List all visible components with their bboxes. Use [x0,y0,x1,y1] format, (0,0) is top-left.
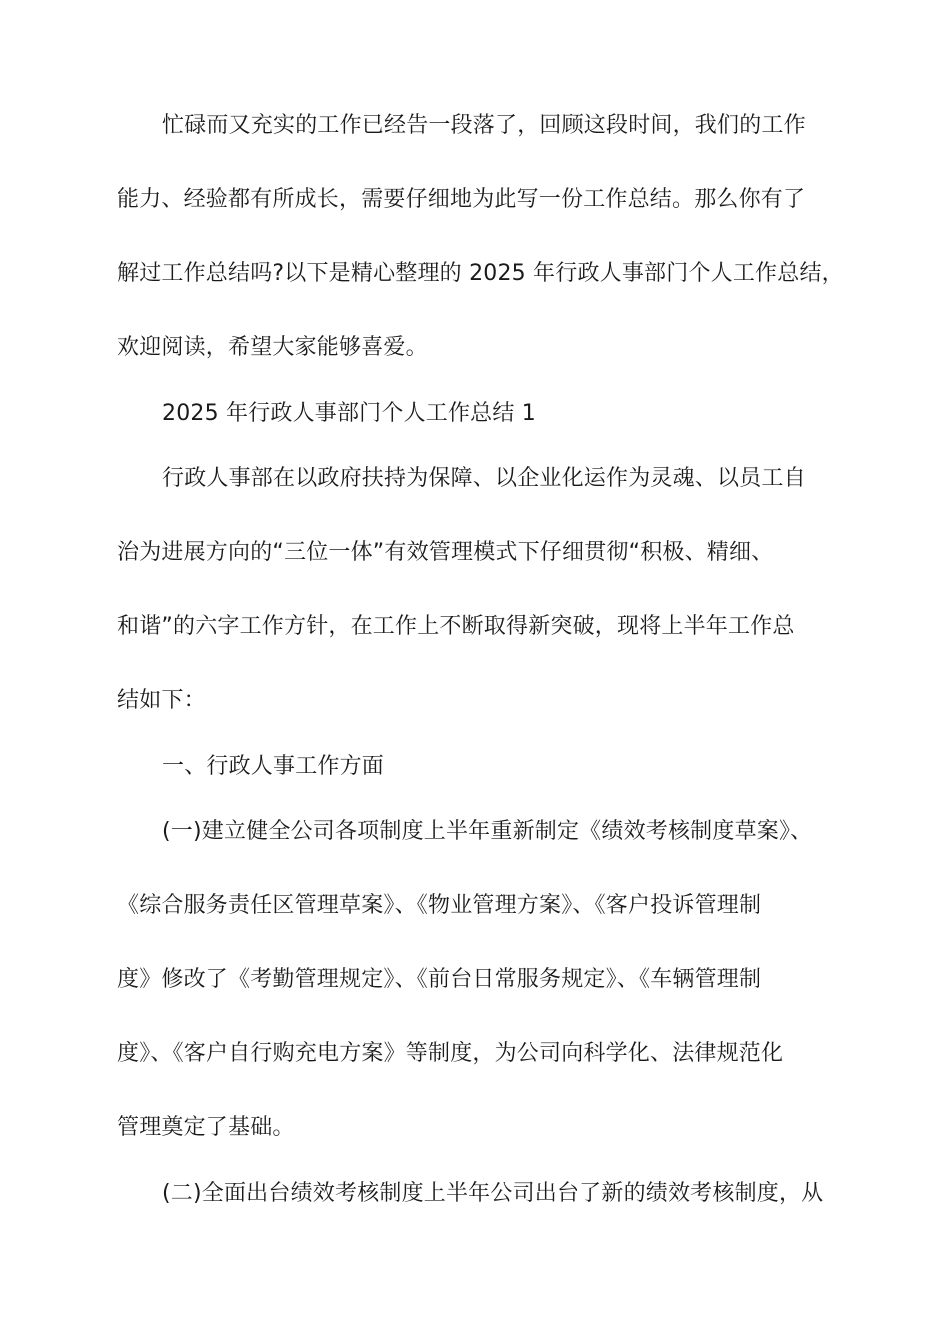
paragraph-line: 度》、《客户自行购充电方案》等制度，为公司向科学化、法律规范化 [117,1041,784,1066]
paragraph-line: 管理奠定了基础。 [117,1115,295,1140]
paragraph-line: 行政人事部在以政府扶持为保障、以企业化运作为灵魂、以员工自 [162,466,806,491]
section-title: 2025 年行政人事部门个人工作总结 1 [162,401,536,426]
paragraph-line: 忙碌而又充实的工作已经告一段落了，回顾这段时间，我们的工作 [162,113,806,138]
section-heading: 一、行政人事工作方面 [162,754,385,779]
paragraph-line: 结如下： [117,688,206,713]
paragraph-line: 欢迎阅读，希望大家能够喜爱。 [117,335,428,360]
paragraph-line: 能力、经验都有所成长，需要仔细地为此写一份工作总结。那么你有了 [117,187,806,212]
paragraph-line: (一)建立健全公司各项制度上半年重新制定《绩效考核制度草案》、 [162,819,813,844]
paragraph-line: 和谐”的六字工作方针，在工作上不断取得新突破，现将上半年工作总 [117,614,795,639]
paragraph-line: 治为进展方向的“三位一体”有效管理模式下仔细贯彻“积极、精细、 [117,540,774,565]
paragraph-line: (二)全面出台绩效考核制度上半年公司出台了新的绩效考核制度，从 [162,1181,824,1206]
paragraph-line: 解过工作总结吗?以下是精心整理的 2025 年行政人事部门个人工作总结， [117,261,844,286]
paragraph-line: 《综合服务责任区管理草案》、《物业管理方案》、《客户投诉管理制 [117,893,762,918]
paragraph-line: 度》修改了《考勤管理规定》、《前台日常服务规定》、《车辆管理制 [117,967,762,992]
